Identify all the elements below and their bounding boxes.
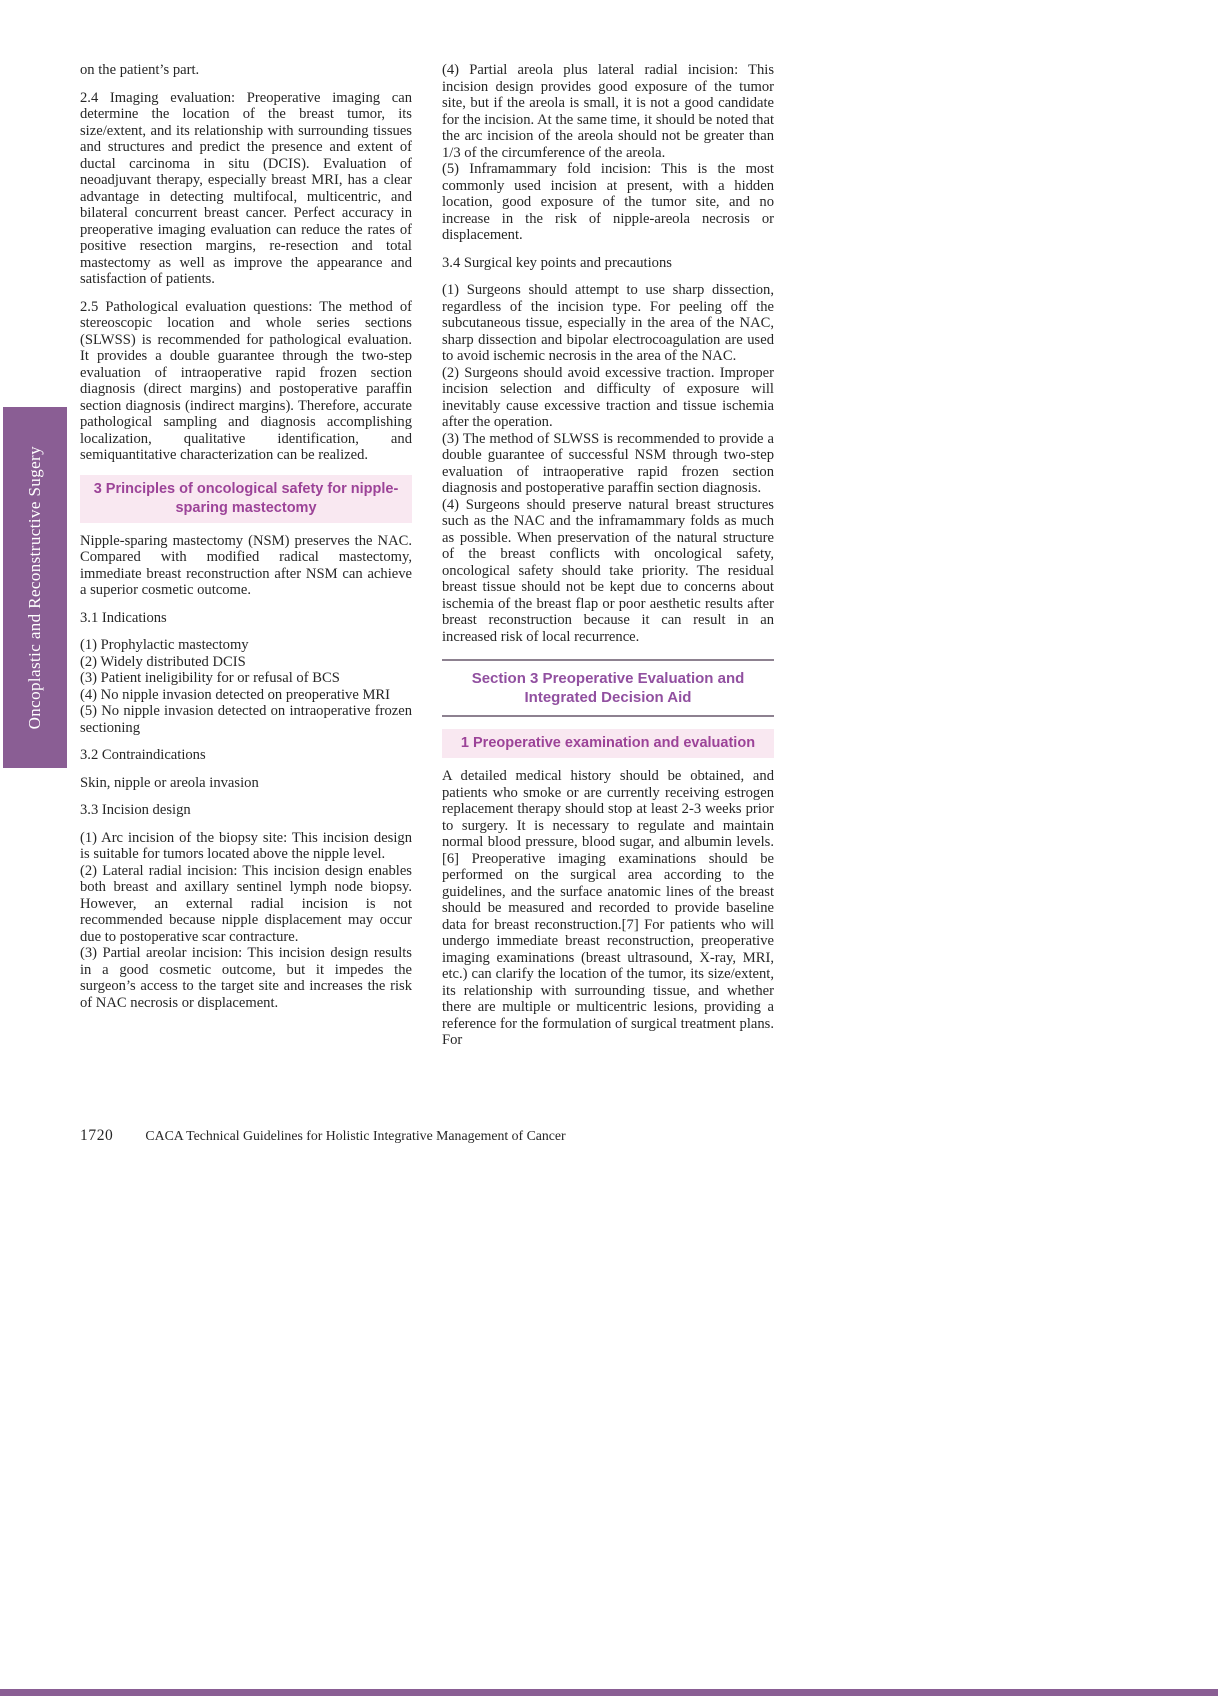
running-title: CACA Technical Guidelines for Holistic Integrative Management of Cancer [145,1128,566,1143]
paragraph-contraindications: Skin, nipple or areola invasion [80,774,259,791]
paragraph-preoperative-evaluation: A detailed medical history should be obtained, and patients who smoke or are currently receiving estrogen replacement therapy should stop at least 2-3 weeks prior to surgery. It is necessary to regulate and maintain normal blood pressure, blood sugar, and albumin levels.[6] Preoperative imaging examinations should be performed on the surgical area according to the guidelines, and the surface anatomic lines of the breast should be measured and recorded to provide baseline data for breast reconstruction.[7] For patients who will undergo immediate breast reconstruction, preoperative imaging examinations (breast ultrasound, X-ray, MRI, etc.) can clarify the location of the tumor, its size/extent, its relationship with surrounding tissue, and whether there are multiple or multicentric lesions, providing a reference for the formulation of surgical treatment plans. For [442,768,774,1048]
subheading-3-2: 3.2 Contraindications [80,747,206,763]
paragraph-nsm: Nipple-sparing mastectomy (NSM) preserves the NAC. Compared with modified radical mastectomy, immediate breast reconstruction after NSM can achieve a superior cosmetic outcome. [80,532,412,598]
indication-item: (2) Widely distributed DCIS [80,653,246,670]
left-column [80,62,412,1011]
bottom-accent-bar [0,1689,1218,1696]
section-heading-principles: 3 Principles of oncological safety for nipple-sparing mastectomy [80,475,412,523]
right-column [442,62,774,1060]
indication-item: (3) Patient ineligibility for or refusal of BCS [80,670,340,686]
page-number: 1720 [80,1127,114,1144]
subheading-3-1: 3.1 Indications [80,609,167,626]
paragraph-intro-carryover: on the patient’s part. [80,62,200,78]
incision-item: (5) Inframammary fold incision: This is the most commonly used incision at present, with a hidden location, good exposure of the tumor site, and no increase in the risk of nipple-areola necrosis or displacement. [442,161,774,243]
incision-item: (3) Partial areolar incision: This incision design results in a good cosmetic outcome, but it impedes the surgeon’s access to the target site and increases the risk of NAC necrosis or displacement. [80,945,412,1011]
chapter-tab [3,407,67,768]
subsection-heading-preoperative-examination: 1 Preoperative examination and evaluation [442,729,774,758]
keypoint-item: (1) Surgeons should attempt to use sharp dissection, regardless of the incision type. For peeling off the subcutaneous tissue, especially in the area of the NAC, sharp dissection and bipolar electrocoagulation are used to avoid ischemic necrosis in the area of the NAC. [442,282,774,364]
indication-item: (1) Prophylactic mastectomy [80,637,249,653]
indication-item: (4) No nipple invasion detected on preoperative MRI [80,686,391,703]
incision-item: (1) Arc incision of the biopsy site: This incision design is suitable for tumors located above the nipple level. [80,829,412,862]
incision-item: (4) Partial areola plus lateral radial incision: This incision design provides good exposure of the tumor site, but if the areola is small, it is not a good candidate for the incision. At the same time, it should be noted that the arc incision of the areola should not be greater than 1/3 of the circumference of the areola. [442,62,774,161]
subheading-3-4: 3.4 Surgical key points and precautions [442,254,672,271]
page-footer [80,1127,566,1145]
section-3-divider-heading: Section 3 Preoperative Evaluation and Integrated Decision Aid [442,659,774,717]
paragraph-2-4-imaging-evaluation: 2.4 Imaging evaluation: Preoperative imaging can determine the location of the breast tumor, its size/extent, and its relationship with surrounding tissues and structures and predict the presence and extent of ductal carcinoma in situ (DCIS). Evaluation of neoadjuvant therapy, especially breast MRI, has a clear advantage in detecting multifocal, multicentric, and bilateral concurrent breast cancer. Perfect accuracy in preoperative imaging evaluation can reduce the rates of positive resection margins, re-resection and total mastectomy as well as improve the appearance and satisfaction of patients. [80,89,412,287]
keypoint-item: (2) Surgeons should avoid excessive traction. Improper incision selection and difficulty of exposure will inevitably cause excessive traction and tissue ischemia after the operation. [442,364,774,430]
paragraph-2-5-pathological-evaluation: 2.5 Pathological evaluation questions: The method of stereoscopic location and whole series sections (SLWSS) is recommended for pathological evaluation. It provides a double guarantee through the two-step evaluation of intraoperative rapid frozen section diagnosis (direct margins) and postoperative paraffin section diagnosis (indirect margins). Therefore, accurate pathological sampling and diagnosis accomplishing localization, qualitative identification, and semiquantitative characterization can be realized. [80,298,412,463]
incision-item: (2) Lateral radial incision: This incision design enables both breast and axillary sentinel lymph node biopsy. However, an external radial incision is not recommended because nipple displacement may occur due to postoperative scar contracture. [80,862,412,945]
keypoint-item: (4) Surgeons should preserve natural breast structures such as the NAC and the inframammary folds as much as possible. When preservation of the natural structure of the breast conflicts with oncological safety, oncological safety should take priority. The residual breast tissue should not be kept due to concerns about ischemia of the breast flap or poor aesthetic results after breast reconstruction because it can result in an increased risk of local recurrence. [442,496,774,645]
keypoint-item: (3) The method of SLWSS is recommended to provide a double guarantee of successful NSM through two-step evaluation of intraoperative rapid frozen section diagnosis and postoperative paraffin section diagnosis. [442,430,774,496]
indication-item: (5) No nipple invasion detected on intraoperative frozen sectioning [80,703,412,736]
chapter-tab-label: Oncoplastic and Reconstructive Sugery [25,445,44,730]
subheading-3-3: 3.3 Incision design [80,802,191,818]
